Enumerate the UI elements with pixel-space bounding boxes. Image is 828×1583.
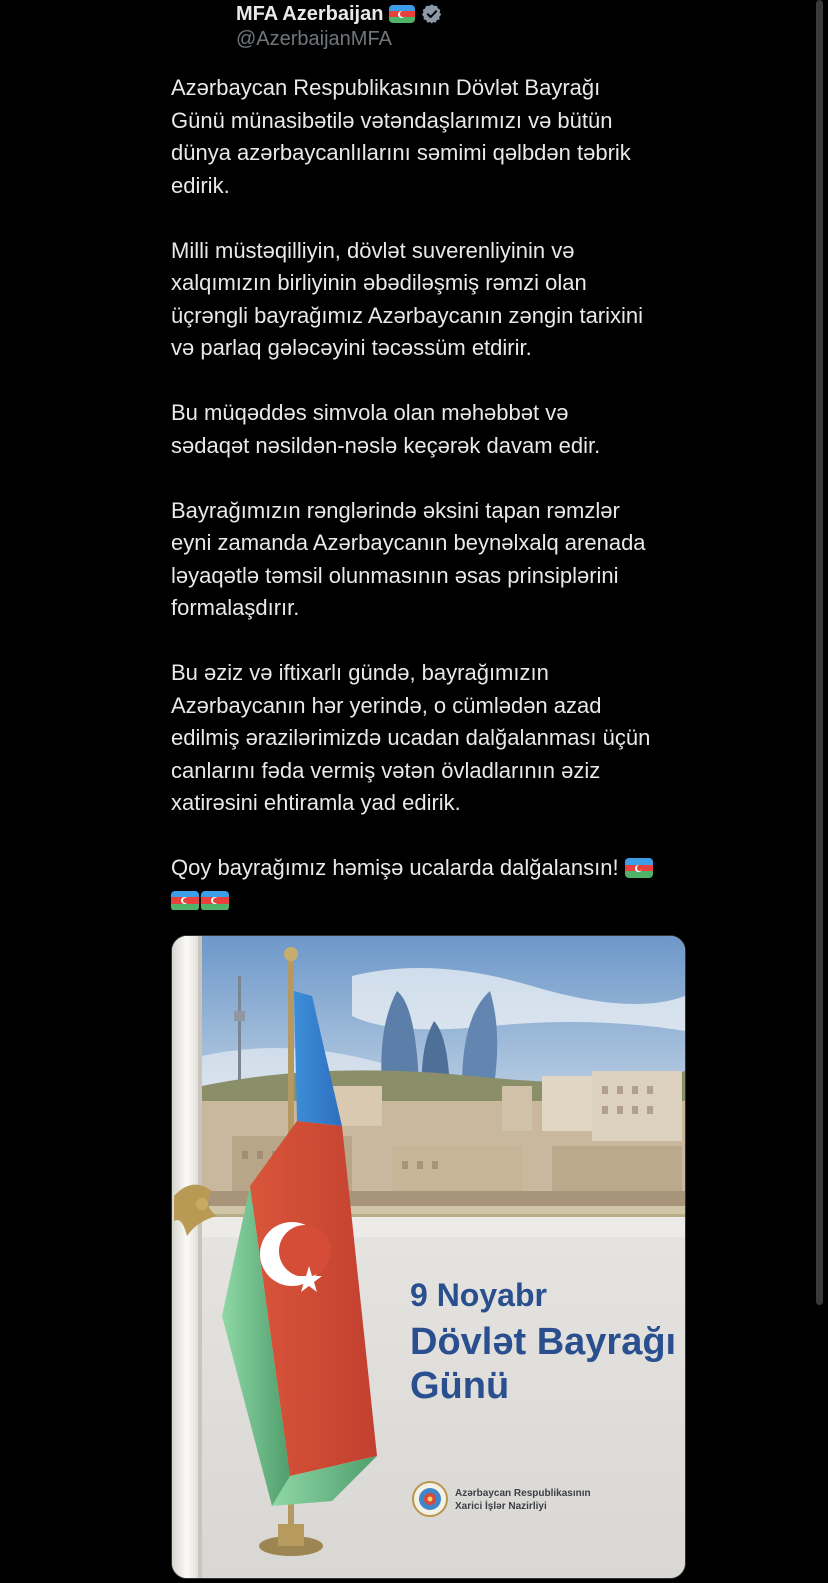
flag-day-poster xyxy=(172,936,685,1578)
tweet-paragraph: Bu müqəddəs simvola olan məhəbbət və sədaqət nəsildən-nəslə keçərək davam edir. xyxy=(171,400,601,458)
scrollbar[interactable] xyxy=(816,0,823,1305)
poster-title-line1: Dövlət Bayrağı xyxy=(410,1321,677,1363)
poster-date: 9 Noyabr xyxy=(410,1277,547,1313)
poster-title-line2: Günü xyxy=(410,1365,510,1407)
azerbaijan-flag-icon xyxy=(389,5,415,23)
tweet-text xyxy=(171,72,691,917)
ministry-name-line2: Xarici İşlər Nazirliyi xyxy=(455,1501,547,1512)
author-handle[interactable]: @AzerbaijanMFA xyxy=(236,28,392,50)
author-name-row xyxy=(236,2,443,26)
tweet-image[interactable] xyxy=(171,935,686,1579)
azerbaijan-flag-icon xyxy=(201,891,229,911)
ministry-emblem-icon xyxy=(413,1482,447,1516)
tweet-paragraph: Bu əziz və iftixarlı gündə, bayrağımızın Azərbaycanın hər yerində, o cümlədən azad edilmiş ərazilərimizdə ucadan dalğalanması üçün canlarını fəda vermiş vətən övladlarının əziz xatirəsini ehtiramla yad edirik. xyxy=(171,660,651,815)
azerbaijan-flag-icon xyxy=(625,858,653,878)
tweet-paragraph: Azərbaycan Respublikasının Dövlət Bayrağı Günü münasibətilə vətəndaşlarımızı və bütün dünya azərbaycanlılarını səmimi qəlbdən təbrik edirik. xyxy=(171,75,631,198)
verified-badge-icon[interactable] xyxy=(421,3,443,25)
ministry-name-line1: Azərbaycan Respublikasının xyxy=(455,1488,591,1499)
tweet-paragraph: Bayrağımızın rənglərində əksini tapan rəmzlər eyni zamanda Azərbaycanın beynəlxalq arenada ləyaqətlə təmsil olunmasının əsas prinsiplərini formalaşdırır. xyxy=(171,497,646,620)
tweet-closing-text: Qoy bayrağımız həmişə ucalarda dalğalansın! xyxy=(171,855,625,880)
azerbaijan-flag-icon xyxy=(171,891,199,911)
author-display-name[interactable]: MFA Azerbaijan xyxy=(236,2,384,25)
tweet-paragraph: Milli müstəqilliyin, dövlət suverenliyinin və xalqımızın birliyinin əbədiləşmiş rəmzi olan üçrəngli bayrağımız Azərbaycanın zəngin tarixini və parlaq gələcəyini təcəssüm etdirir. xyxy=(171,237,644,360)
tweet-header xyxy=(236,0,706,60)
tweet-closing xyxy=(171,852,691,917)
